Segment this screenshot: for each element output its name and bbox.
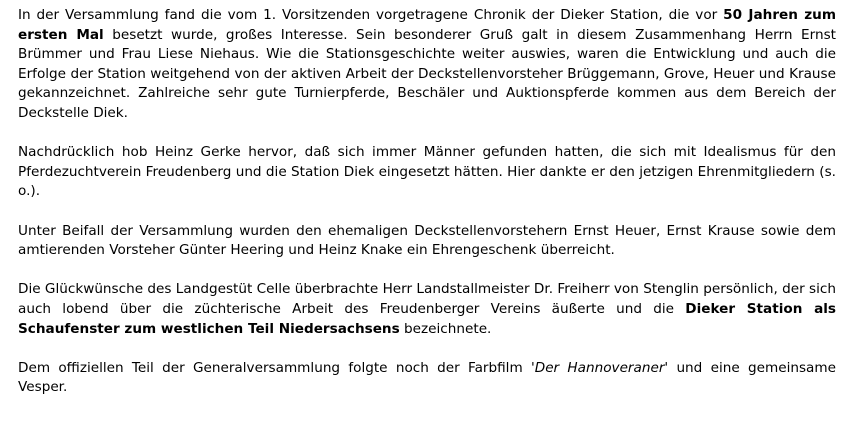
text-run: und eine gemeinsame Vesper. [18,359,836,396]
text-run: In der Versammlung fand die vom 1. Vorsitzenden vorgetragene Chronik der Dieker Station, die vor [18,7,724,23]
paragraph-chronik [18,6,836,124]
paragraph-gerke [18,143,836,202]
text-run: Unter Beifall der Versammlung wurden den ehemaligen Deckstellenvorstehern Ernst Heuer, Ernst Krause sowie dem amtierenden Vorsteher Günter Heering und Heinz Knake ein Ehrengeschenk überreicht. [18,222,836,259]
paragraph-vesper [18,359,836,398]
paragraph-glueckwuensche [18,280,836,339]
text-run: bezeichnete. [399,320,492,337]
text-run: Die Glückwünsche des Landgestüt Celle überbrachte Herr Landstallmeister Dr. Freiherr von Stenglin persönlich, der sich auch lobend über die züchterische Arbeit des Freudenberger Vereins äußerte und die [18,281,836,317]
paragraph-beifall [18,222,836,261]
text-run: Nachdrücklich hob Heinz Gerke hervor, daß sich immer Männer gefunden hatten, die sich mit Idealismus für den Pferdezuchtverein Freudenberg und die Station Diek eingesetzt hätten. Hier dankte er den jetzigen Ehrenmitgliedern (s. o.). [18,144,836,200]
text-run-bold: Dieker Station als Schaufenster zum westlichen Teil Niedersachsens [18,300,836,337]
text-run-bold: 50 Jahren zum ersten Mal [18,7,836,43]
text-run: besetzt wurde, großes Interesse. Sein besonderer Gruß galt in diesem Zusammenhang Herrn Ernst Brümmer und Frau Liese Niehaus. Wie die Stationsgeschichte weiter auswies, waren die Entwicklung und auch die Erfolge der Station weitgehend von der aktiven Arbeit der Deckstellenvorsteher Brüggemann, Grove, Heuer und Krause gekannzeichnet. Zahlreiche sehr gute Turnierpferde, Beschäler und Auktionspferde kommen aus dem Bereich der Deckstelle Diek. [18,26,836,121]
text-run: Dem offiziellen Teil der Generalversammlung folgte noch der Farbfilm [18,359,531,376]
document-body [18,6,836,398]
text-run-italic: 'Der Hannoveraner' [530,359,669,376]
